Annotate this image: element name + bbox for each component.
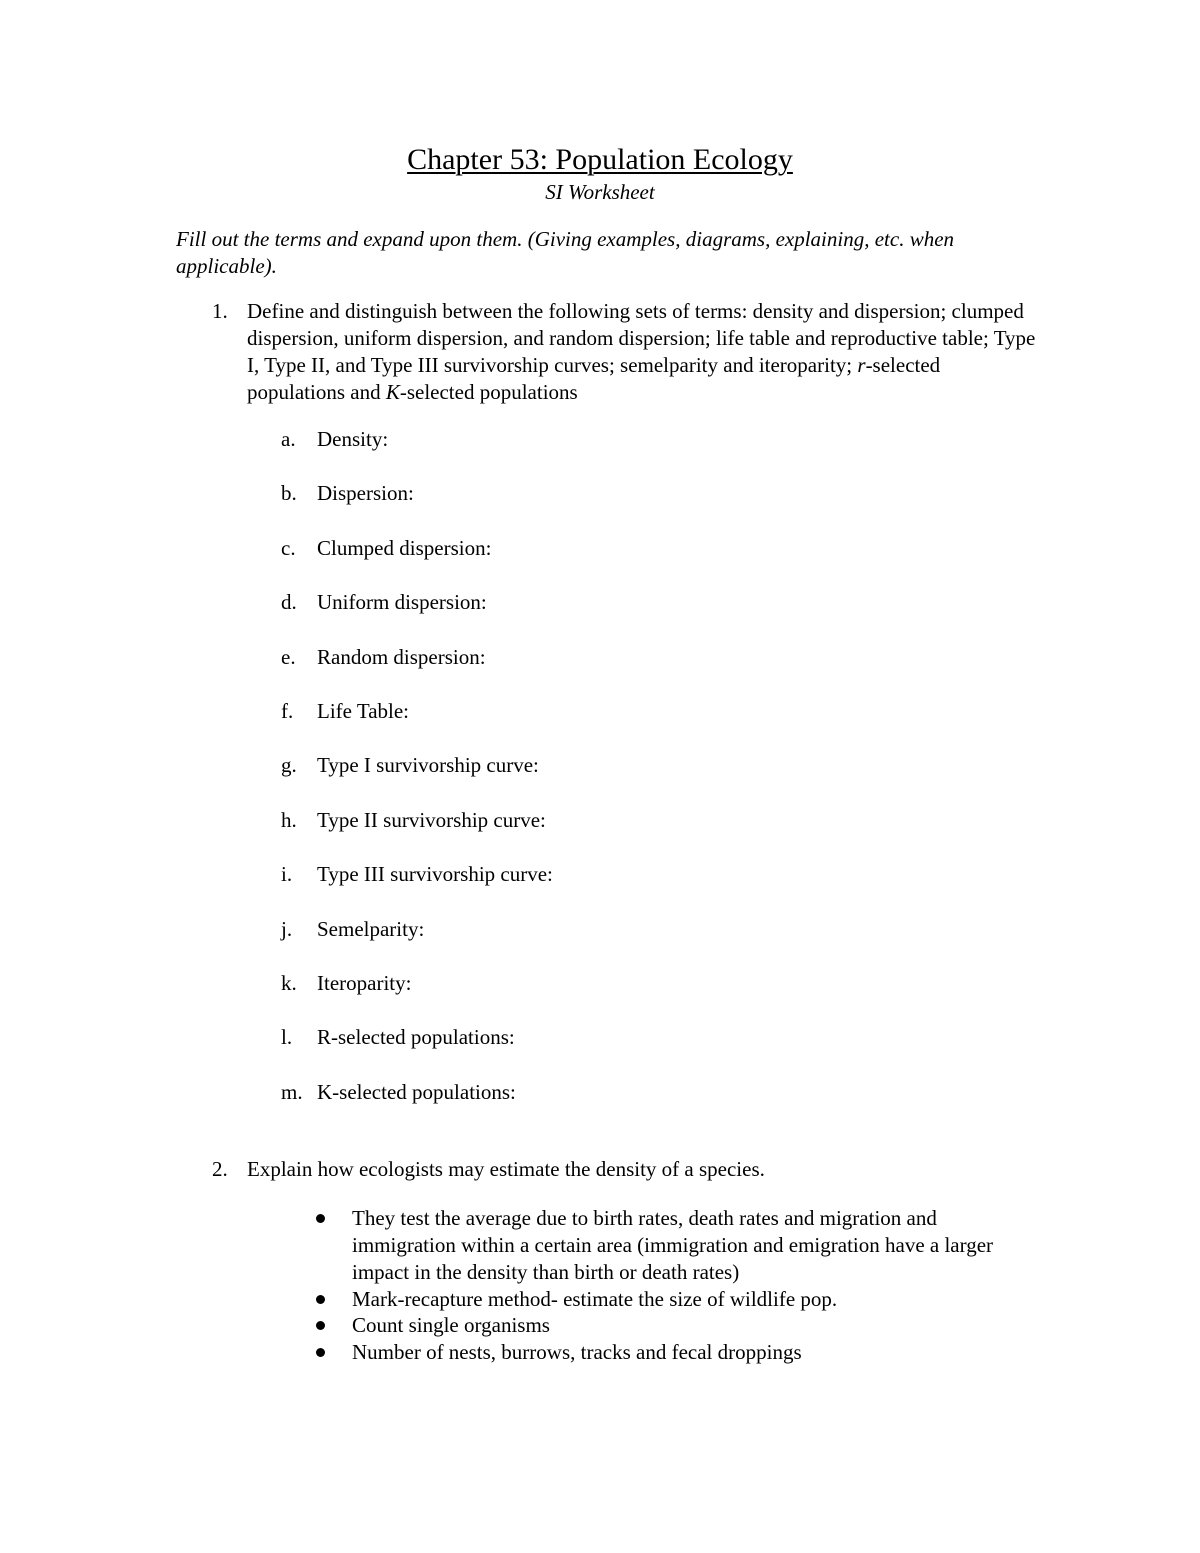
subitem-letter: i. bbox=[281, 862, 293, 886]
question-2-number: 2. bbox=[212, 1157, 228, 1181]
page-title: Chapter 53: Population Ecology bbox=[407, 143, 793, 176]
subitem-term: R-selected populations: bbox=[317, 1025, 515, 1049]
bullet-icon bbox=[316, 1321, 325, 1330]
bullet-icon bbox=[316, 1348, 325, 1357]
subitem-letter: k. bbox=[281, 971, 297, 995]
instructions-text: Fill out the terms and expand upon them. (Giving examples, diagrams, explaining, etc. when applicable). bbox=[176, 227, 955, 278]
page-subtitle: SI Worksheet bbox=[545, 180, 655, 204]
subitem-term: Uniform dispersion: bbox=[317, 590, 487, 614]
bullet-icon bbox=[316, 1295, 325, 1304]
question-2-text: Explain how ecologists may estimate the density of a species. bbox=[247, 1157, 765, 1181]
subitem-term: Type III survivorship curve: bbox=[317, 862, 553, 886]
subitem-letter: j. bbox=[281, 917, 293, 941]
question-1-text: Define and distinguish between the following sets of terms: density and dispersion; clumped dispersion, uniform dispersion, and random dispersion; life table and reproductive table; Type I, Type II, and Type III survivorship curves; semelparity and iteroparity; r-selected populations and K-selected populations bbox=[247, 299, 1036, 404]
subitem-term: Life Table: bbox=[317, 699, 410, 723]
bullet-item: Count single organisms bbox=[352, 1313, 550, 1337]
subitem-term: Density: bbox=[317, 427, 389, 451]
bullet-item: Number of nests, burrows, tracks and fecal droppings bbox=[352, 1340, 802, 1364]
bullet-item: They test the average due to birth rates, death rates and migration and immigration within a certain area (immigration and emigration have a larger impact in the density than birth or death rates) bbox=[352, 1206, 994, 1284]
subitem-term: Type I survivorship curve: bbox=[317, 753, 539, 777]
bullet-icon bbox=[316, 1214, 325, 1223]
subitem-term: Semelparity: bbox=[317, 917, 425, 941]
subitem-term: Iteroparity: bbox=[317, 971, 412, 995]
subitem-term: Type II survivorship curve: bbox=[317, 808, 546, 832]
subitem-term: Random dispersion: bbox=[317, 645, 486, 669]
subitem-letter: c. bbox=[281, 536, 296, 560]
subitem-letter: h. bbox=[281, 808, 297, 832]
bullet-item: Mark-recapture method- estimate the size of wildlife pop. bbox=[352, 1287, 838, 1311]
subitem-letter: l. bbox=[281, 1025, 293, 1049]
subitem-letter: f. bbox=[281, 699, 294, 723]
subitem-letter: b. bbox=[281, 481, 297, 505]
subitem-letter: d. bbox=[281, 590, 297, 614]
subitem-letter: g. bbox=[281, 753, 297, 777]
subitem-letter: e. bbox=[281, 645, 296, 669]
question-1-number: 1. bbox=[212, 299, 228, 323]
subitem-letter: m. bbox=[281, 1080, 303, 1104]
subitem-term: K-selected populations: bbox=[317, 1080, 516, 1104]
subitem-term: Clumped dispersion: bbox=[317, 536, 492, 560]
subitem-term: Dispersion: bbox=[317, 481, 414, 505]
subitem-letter: a. bbox=[281, 427, 296, 451]
